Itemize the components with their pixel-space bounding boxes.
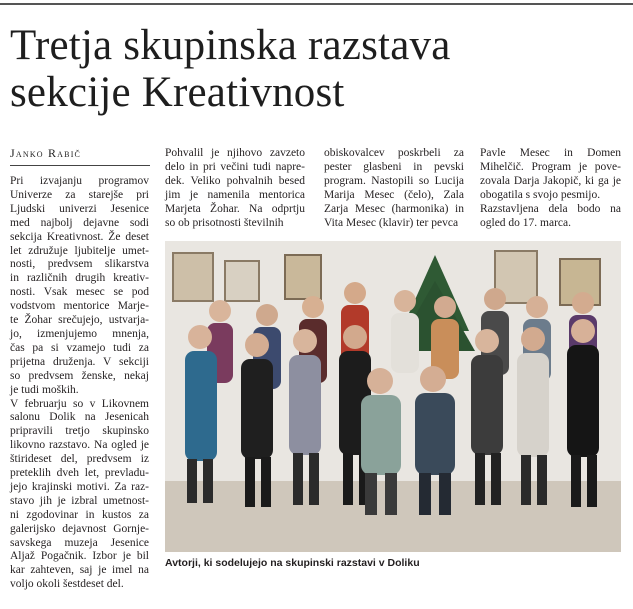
article-text-line: prijetna druženja. V sekciji bbox=[10, 355, 149, 368]
article-text-line: Aljaž Pogačnik. Izbor je bil bbox=[10, 550, 149, 563]
article-text-line: kar zahteven, saj je imel na bbox=[10, 564, 149, 577]
article-text-line: pester glasbeni in pevski bbox=[324, 160, 464, 173]
group-photo bbox=[165, 241, 621, 552]
article-column-1 bbox=[10, 175, 149, 592]
article-text-line: nosti. Vsak mesec se pod bbox=[10, 286, 149, 299]
article-text-line: jo, izmenjujemo mnenja, bbox=[10, 327, 149, 340]
article-text-line: jim je namenila mentorica bbox=[165, 188, 305, 201]
article-text-line: med najbolj dejavne sodi bbox=[10, 216, 149, 229]
article-headline bbox=[10, 22, 625, 116]
article-text-line: nosti, predvsem slikarstva bbox=[10, 258, 149, 271]
article-text-line: voljo okoli šestdeset del. bbox=[10, 578, 124, 591]
top-divider bbox=[0, 3, 633, 5]
article-text-line: vodstvom mentorice Marje- bbox=[10, 300, 149, 313]
article-text-line: Univerze za starejše pri bbox=[10, 188, 149, 201]
article-text-line: Marjeta Žohar. Na odprtju bbox=[165, 202, 305, 215]
article-text-line: savskega muzeja Jesenice bbox=[10, 536, 149, 549]
article-text-line: pripravili tretjo skupinsko bbox=[10, 425, 149, 438]
article-text-line: obogatila s svojo pesmijo. bbox=[480, 188, 601, 201]
article-text-line: Pri izvajanju programov bbox=[10, 175, 149, 187]
article-text-line: so ob prisotnosti številnih bbox=[165, 216, 284, 229]
article-text-line: obiskovalcev poskrbeli za bbox=[324, 147, 464, 159]
article-text-line: ni zgodovinar in kustos za bbox=[10, 508, 149, 521]
article-text-line: zovala Darja Jakopič, ki ga je bbox=[480, 174, 621, 187]
article-text-line: te Žohar srečujejo, ustvarja- bbox=[10, 314, 149, 327]
article-text-line: ogled do 17. marca. bbox=[480, 216, 572, 229]
article-text-line: Ljudski univerzi Jesenice bbox=[10, 202, 149, 215]
article-text-line: dek. Veliko pohvalnih besed bbox=[165, 174, 305, 187]
headline-line-2: sekcije Kreativnost bbox=[10, 69, 345, 116]
article-text-line: Mihelčič. Program je pove- bbox=[480, 160, 621, 173]
article-text-line: likovno razstavo. Na ogled je bbox=[10, 439, 149, 452]
article-column-4 bbox=[480, 147, 621, 230]
article-column-2 bbox=[165, 147, 305, 230]
article-text-line: Pohvalil je njihovo zavzeto bbox=[165, 147, 305, 159]
article-text-line: stavo jih je izbral umetnost- bbox=[10, 494, 149, 507]
article-text-line: Pavle Mesec in Domen bbox=[480, 147, 621, 159]
article-text-line: sekcija Kreativnost. Že deset bbox=[10, 230, 149, 243]
article-text-line: Zarja Mesec (harmonika) in bbox=[324, 202, 464, 215]
article-text-line: preteklih dveh let, prevladu- bbox=[10, 467, 149, 480]
article-column-3 bbox=[324, 147, 464, 230]
author-byline: Janko Rabič bbox=[10, 146, 82, 160]
article-text-line: štirideset del, predvsem iz bbox=[10, 453, 149, 466]
byline-divider bbox=[10, 165, 150, 166]
article-text-line: V februarju so v Likovnem bbox=[10, 397, 149, 410]
photo-caption: Avtorji, ki sodelujejo na skupinski razstavi v Doliku bbox=[165, 557, 420, 569]
article-text-line: let združuje ljubitelje umet- bbox=[10, 244, 149, 257]
article-text-line: so predvsem ženske, nekaj bbox=[10, 369, 149, 382]
article-text-line: Razstavljena dela bodo na bbox=[480, 202, 621, 215]
article-text-line: Vita Mesec (klavir) ter pevca bbox=[324, 216, 459, 229]
article-text-line: in različnih drugih kreativ- bbox=[10, 272, 149, 285]
article-text-line: salonu Dolik na Jesenicah bbox=[10, 411, 149, 424]
article-text-line: Marija Mesec (čelo), Zala bbox=[324, 188, 464, 201]
article-text-line: delo in pri večini tudi napre- bbox=[165, 160, 305, 173]
article-text-line: je tudi moških. bbox=[10, 383, 79, 396]
article-text-line: čas pa si vzamejo tudi za bbox=[10, 341, 149, 354]
article-text-line: jejo krajinski motivi. Za raz- bbox=[10, 480, 149, 493]
headline-line-1: Tretja skupinska razstava bbox=[10, 22, 451, 69]
article-text-line: galerijsko dejavnost Gornje- bbox=[10, 522, 149, 535]
article-text-line: program. Nastopili so Lucija bbox=[324, 174, 464, 187]
